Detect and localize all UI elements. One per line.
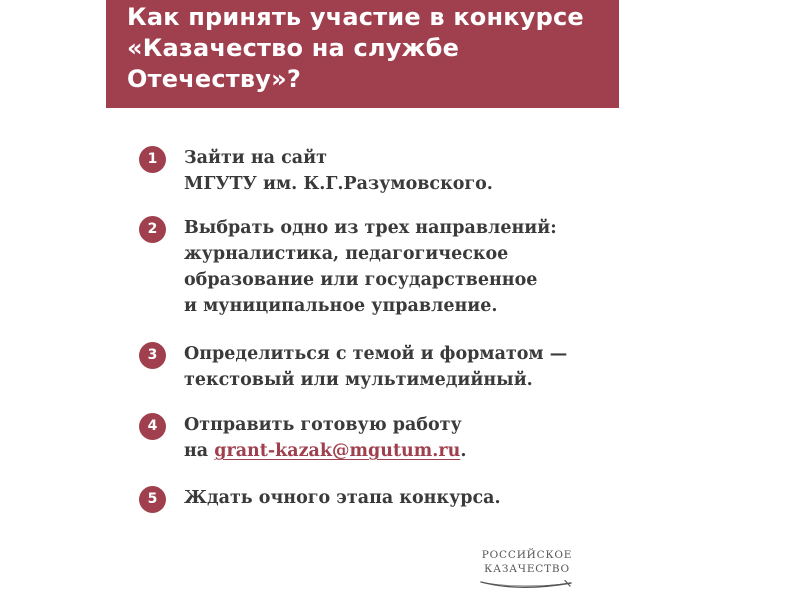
step-number-badge: 5	[139, 486, 166, 513]
step-number-badge: 3	[139, 342, 166, 369]
step-text-before: Отправить готовую работу на	[184, 415, 462, 461]
email-link[interactable]: grant-kazak@mgutum.ru	[214, 441, 461, 461]
step-text: Определиться с темой и форматом — текстовый или мультимедийный.	[184, 344, 568, 390]
steps-list	[106, 0, 619, 600]
step-number-badge: 2	[139, 216, 166, 243]
step-text-after: .	[460, 441, 467, 461]
step-text	[184, 412, 604, 464]
step-text: Выбрать одно из трех направлений: журналистика, педагогическое образование или государственное и муниципальное управление.	[184, 218, 557, 316]
info-card	[106, 0, 619, 600]
brand-name: РОССИЙСКОЕ КАЗАЧЕСТВО	[481, 549, 573, 575]
step-text: Ждать очного этапа конкурса.	[184, 488, 501, 508]
brand-logo	[442, 548, 612, 591]
page-title: Как принять участие в конкурсе «Казачество на службе Отечеству»?	[127, 3, 584, 93]
saber-icon	[479, 579, 575, 591]
step-number-badge: 1	[139, 146, 166, 173]
step-text: Зайти на сайт МГУТУ им. К.Г.Разумовского.	[184, 148, 493, 194]
step-number-badge: 4	[139, 413, 166, 440]
